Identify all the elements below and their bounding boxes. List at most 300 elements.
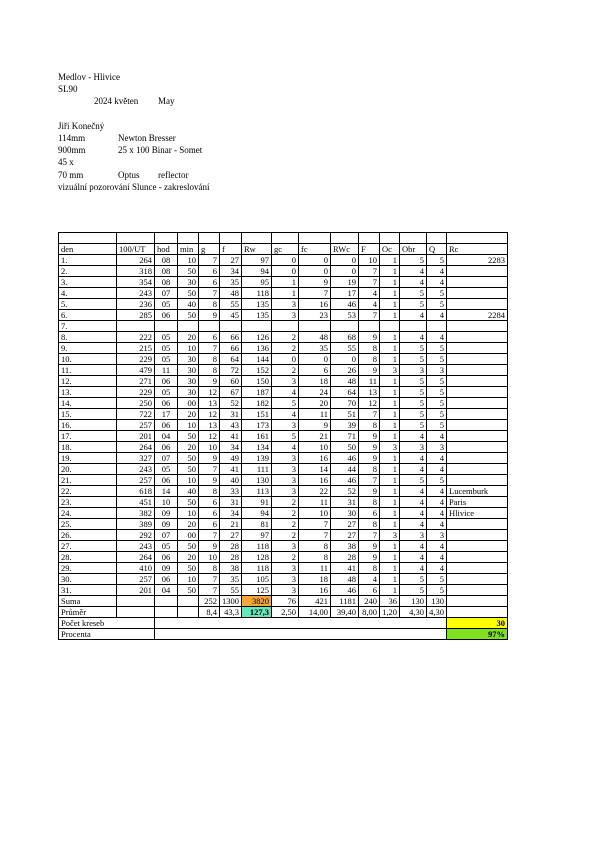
cell-rw: 161: [242, 431, 272, 442]
cell-ut: 229: [117, 354, 155, 365]
cell-g: 7: [199, 288, 220, 299]
cell-gc: 4: [272, 409, 299, 420]
cell-hod: 09: [155, 508, 178, 519]
cell-rw: 130: [242, 475, 272, 486]
procenta-value: 97%: [447, 629, 508, 640]
cell-gc: 5: [272, 398, 299, 409]
cell-ut: 451: [117, 497, 155, 508]
cell-g: 9: [199, 541, 220, 552]
cell-gc: 3: [272, 486, 299, 497]
suma-f: 1300: [220, 596, 242, 607]
cell-rw: 134: [242, 442, 272, 453]
instrument-4-aperture: 70 mm: [58, 170, 84, 180]
table-row: [59, 519, 508, 530]
cell-den: 30.: [59, 574, 117, 585]
cell-oc: [380, 321, 400, 332]
empty-cell: [117, 596, 155, 607]
cell-oc: 1: [380, 552, 400, 563]
cell-q: 4: [427, 508, 447, 519]
cell-gc: 3: [272, 585, 299, 596]
cell-rc: [447, 365, 508, 376]
cell-F: 8: [359, 464, 380, 475]
cell-ut: 410: [117, 563, 155, 574]
cell-ut: 292: [117, 530, 155, 541]
cell-oc: 1: [380, 266, 400, 277]
cell-fc: 9: [299, 420, 331, 431]
instrument-2-name: 25 x 100 Binar - Somet: [118, 145, 203, 155]
table-row: [59, 431, 508, 442]
cell-gc: 3: [272, 563, 299, 574]
instrument-2-focal: 900mm: [58, 145, 86, 155]
cell-obr: 5: [400, 475, 427, 486]
cell-q: 5: [427, 475, 447, 486]
cell-g: 8: [199, 299, 220, 310]
cell-rc: [447, 409, 508, 420]
cell-rwc: 0: [331, 255, 359, 266]
cell-den: 24.: [59, 508, 117, 519]
cell-rc: [447, 453, 508, 464]
cell-g: 6: [199, 266, 220, 277]
cell-min: 30: [178, 387, 199, 398]
table-row: [59, 354, 508, 365]
cell-rwc: 53: [331, 310, 359, 321]
cell-g: 7: [199, 255, 220, 266]
cell-rwc: 27: [331, 530, 359, 541]
cell-rc: [447, 398, 508, 409]
cell-q: 4: [427, 266, 447, 277]
cell-fc: 9: [299, 277, 331, 288]
cell-ut: 236: [117, 299, 155, 310]
cell-min: 00: [178, 398, 199, 409]
cell-oc: 1: [380, 310, 400, 321]
cell-min: 20: [178, 519, 199, 530]
cell-den: 1.: [59, 255, 117, 266]
cell-fc: 8: [299, 541, 331, 552]
cell-fc: 14: [299, 464, 331, 475]
cell-fc: 7: [299, 288, 331, 299]
cell-min: 50: [178, 464, 199, 475]
cell-rc: [447, 519, 508, 530]
cell-q: 5: [427, 387, 447, 398]
cell-rc: Paris: [447, 497, 508, 508]
cell-min: 30: [178, 354, 199, 365]
cell-oc: 1: [380, 475, 400, 486]
cell-obr: 5: [400, 585, 427, 596]
cell-rwc: 46: [331, 299, 359, 310]
pocet-label: Počet kreseb: [59, 618, 155, 629]
cell-min: 20: [178, 409, 199, 420]
cell-rwc: 41: [331, 563, 359, 574]
cell-ut: 201: [117, 585, 155, 596]
cell-oc: 1: [380, 574, 400, 585]
cell-rwc: 26: [331, 365, 359, 376]
cell-g: 13: [199, 420, 220, 431]
cell-gc: 2: [272, 552, 299, 563]
cell-rw: 151: [242, 409, 272, 420]
cell-rc: Hlivice: [447, 508, 508, 519]
cell-rw: 113: [242, 486, 272, 497]
cell-rw: 182: [242, 398, 272, 409]
cell-fc: 24: [299, 387, 331, 398]
cell-min: 50: [178, 585, 199, 596]
suma-obr: 130: [400, 596, 427, 607]
cell-hod: 06: [155, 310, 178, 321]
table-row: [59, 376, 508, 387]
cell-ut: 257: [117, 574, 155, 585]
cell-oc: 1: [380, 486, 400, 497]
cell-obr: 4: [400, 563, 427, 574]
cell-fc: 16: [299, 475, 331, 486]
cell-obr: 3: [400, 442, 427, 453]
cell-gc: 0: [272, 354, 299, 365]
suma-rw: 3820: [242, 596, 272, 607]
cell-oc: 3: [380, 442, 400, 453]
summary-row-prumer: [59, 607, 508, 618]
cell-min: 30: [178, 365, 199, 376]
cell-q: 3: [427, 365, 447, 376]
cell-oc: 1: [380, 255, 400, 266]
cell-den: 15.: [59, 409, 117, 420]
table-row: [59, 530, 508, 541]
observation-method: vizuální pozorování Slunce - zakreslování: [58, 182, 210, 192]
table-row: [59, 486, 508, 497]
cell-hod: 17: [155, 409, 178, 420]
cell-gc: 1: [272, 277, 299, 288]
cell-F: 7: [359, 310, 380, 321]
cell-gc: 3: [272, 541, 299, 552]
cell-F: 9: [359, 442, 380, 453]
cell-oc: 1: [380, 343, 400, 354]
cell-rc: [447, 387, 508, 398]
cell-ut: 243: [117, 288, 155, 299]
cell-hod: 05: [155, 299, 178, 310]
empty-cell: [178, 607, 199, 618]
cell-obr: 4: [400, 508, 427, 519]
cell-q: 5: [427, 376, 447, 387]
cell-gc: 2: [272, 530, 299, 541]
cell-rwc: 48: [331, 574, 359, 585]
cell-hod: 11: [155, 365, 178, 376]
cell-ut: 271: [117, 376, 155, 387]
cell-rc: [447, 431, 508, 442]
cell-obr: 4: [400, 519, 427, 530]
cell-obr: 4: [400, 332, 427, 343]
cell-gc: 2: [272, 519, 299, 530]
cell-gc: 3: [272, 464, 299, 475]
cell-rc: [447, 332, 508, 343]
cell-ut: 257: [117, 475, 155, 486]
cell-rw: 136: [242, 343, 272, 354]
cell-den: 25.: [59, 519, 117, 530]
cell-gc: 3: [272, 299, 299, 310]
cell-oc: 1: [380, 464, 400, 475]
cell-F: 8: [359, 563, 380, 574]
cell-rw: 118: [242, 563, 272, 574]
instrument-4-brand: Optus: [118, 170, 140, 180]
cell-hod: 04: [155, 431, 178, 442]
cell-f: 31: [220, 409, 242, 420]
cell-oc: 3: [380, 365, 400, 376]
cell-obr: 5: [400, 409, 427, 420]
cell-hod: 05: [155, 343, 178, 354]
suma-oc: 36: [380, 596, 400, 607]
cell-F: 7: [359, 409, 380, 420]
cell-rwc: 68: [331, 332, 359, 343]
cell-rwc: 55: [331, 343, 359, 354]
cell-ut: 222: [117, 332, 155, 343]
cell-rc: [447, 266, 508, 277]
prumer-obr: 4,30: [400, 607, 427, 618]
col-header-obr: Obr: [400, 244, 427, 255]
cell-g: 7: [199, 530, 220, 541]
cell-den: 8.: [59, 332, 117, 343]
prumer-f: 43,3: [220, 607, 242, 618]
cell-F: 13: [359, 387, 380, 398]
cell-g: 7: [199, 464, 220, 475]
cell-obr: 5: [400, 387, 427, 398]
cell-fc: 10: [299, 442, 331, 453]
col-header-rw: Rw: [242, 244, 272, 255]
cell-obr: 5: [400, 376, 427, 387]
cell-obr: 5: [400, 398, 427, 409]
cell-rwc: 39: [331, 420, 359, 431]
cell-ut: 264: [117, 442, 155, 453]
cell-rw: 97: [242, 255, 272, 266]
cell-rw: 135: [242, 310, 272, 321]
cell-rc: [447, 530, 508, 541]
cell-ut: 618: [117, 486, 155, 497]
cell-ut: 354: [117, 277, 155, 288]
cell-F: 9: [359, 453, 380, 464]
empty-cell: [155, 629, 447, 640]
cell-rc: [447, 442, 508, 453]
table-row: [59, 464, 508, 475]
cell-g: 10: [199, 442, 220, 453]
cell-gc: 4: [272, 387, 299, 398]
summary-row-pocet: [59, 618, 508, 629]
cell-min: 50: [178, 453, 199, 464]
table-row: [59, 541, 508, 552]
cell-ut: 318: [117, 266, 155, 277]
cell-rwc: 28: [331, 552, 359, 563]
empty-cell: [117, 607, 155, 618]
col-header-rc: Rc: [447, 244, 508, 255]
cell-g: 8: [199, 365, 220, 376]
cell-obr: 3: [400, 365, 427, 376]
cell-fc: 16: [299, 453, 331, 464]
cell-ut: 229: [117, 387, 155, 398]
cell-hod: 10: [155, 497, 178, 508]
cell-f: 52: [220, 398, 242, 409]
cell-oc: 1: [380, 299, 400, 310]
cell-gc: 3: [272, 453, 299, 464]
cell-obr: 5: [400, 299, 427, 310]
cell-rwc: 46: [331, 475, 359, 486]
instrument-1-aperture: 114mm: [58, 133, 86, 143]
cell-rw: 126: [242, 332, 272, 343]
cell-min: 20: [178, 552, 199, 563]
cell-rwc: [331, 321, 359, 332]
prumer-fc: 14,00: [299, 607, 331, 618]
table-header-row: [59, 244, 508, 255]
cell-rw: 111: [242, 464, 272, 475]
cell-min: 40: [178, 486, 199, 497]
cell-rw: 139: [242, 453, 272, 464]
cell-fc: 16: [299, 585, 331, 596]
cell-rc: [447, 563, 508, 574]
table-row: [59, 475, 508, 486]
cell-obr: 5: [400, 420, 427, 431]
cell-obr: 5: [400, 574, 427, 585]
suma-q: 130: [427, 596, 447, 607]
cell-f: 43: [220, 420, 242, 431]
cell-oc: 1: [380, 519, 400, 530]
cell-ut: 201: [117, 431, 155, 442]
cell-g: 6: [199, 497, 220, 508]
instrument-4-type: reflector: [158, 170, 189, 180]
cell-q: 5: [427, 574, 447, 585]
cell-rw: 94: [242, 266, 272, 277]
cell-q: 5: [427, 354, 447, 365]
cell-min: 10: [178, 574, 199, 585]
cell-min: 10: [178, 508, 199, 519]
cell-g: 7: [199, 585, 220, 596]
cell-g: 10: [199, 552, 220, 563]
cell-fc: 7: [299, 530, 331, 541]
cell-fc: 16: [299, 299, 331, 310]
col-header-hod: hod: [155, 244, 178, 255]
cell-F: 8: [359, 497, 380, 508]
cell-q: 5: [427, 398, 447, 409]
cell-rc: [447, 288, 508, 299]
cell-ut: 264: [117, 255, 155, 266]
table-row: [59, 288, 508, 299]
cell-q: 4: [427, 277, 447, 288]
cell-gc: 3: [272, 310, 299, 321]
cell-F: 8: [359, 354, 380, 365]
cell-rwc: 38: [331, 541, 359, 552]
empty-cell: [155, 607, 178, 618]
cell-rw: [242, 321, 272, 332]
observation-table-body: [59, 233, 508, 640]
cell-g: 12: [199, 387, 220, 398]
suma-fc: 421: [299, 596, 331, 607]
cell-rw: 187: [242, 387, 272, 398]
cell-hod: 07: [155, 530, 178, 541]
cell-obr: 5: [400, 288, 427, 299]
cell-oc: 1: [380, 541, 400, 552]
cell-ut: 243: [117, 464, 155, 475]
cell-q: 3: [427, 530, 447, 541]
cell-f: 55: [220, 585, 242, 596]
cell-gc: 5: [272, 431, 299, 442]
cell-rc: [447, 343, 508, 354]
cell-g: 6: [199, 508, 220, 519]
table-row: [59, 508, 508, 519]
cell-den: 22.: [59, 486, 117, 497]
cell-q: 5: [427, 299, 447, 310]
cell-den: 19.: [59, 453, 117, 464]
cell-den: 7.: [59, 321, 117, 332]
cell-den: 26.: [59, 530, 117, 541]
cell-obr: 4: [400, 266, 427, 277]
cell-rw: 144: [242, 354, 272, 365]
cell-rc: [447, 354, 508, 365]
header-observer: Jiří Konečný: [58, 121, 105, 131]
cell-oc: 1: [380, 585, 400, 596]
cell-rw: 91: [242, 497, 272, 508]
cell-gc: 2: [272, 332, 299, 343]
cell-gc: 4: [272, 442, 299, 453]
cell-hod: 06: [155, 376, 178, 387]
cell-ut: 215: [117, 343, 155, 354]
cell-ut: [117, 321, 155, 332]
cell-den: 5.: [59, 299, 117, 310]
cell-obr: 4: [400, 497, 427, 508]
cell-ut: 257: [117, 420, 155, 431]
col-header-min: min: [178, 244, 199, 255]
prumer-rw: 127,3: [242, 607, 272, 618]
cell-F: 8: [359, 519, 380, 530]
cell-rc: [447, 585, 508, 596]
cell-F: 9: [359, 431, 380, 442]
table-row: [59, 563, 508, 574]
cell-oc: 1: [380, 431, 400, 442]
cell-rw: 81: [242, 519, 272, 530]
cell-f: 40: [220, 475, 242, 486]
prumer-q: 4,30: [427, 607, 447, 618]
cell-hod: 06: [155, 442, 178, 453]
cell-f: 28: [220, 541, 242, 552]
cell-min: 00: [178, 530, 199, 541]
cell-den: 27.: [59, 541, 117, 552]
cell-oc: 1: [380, 563, 400, 574]
table-row: [59, 332, 508, 343]
cell-q: 4: [427, 486, 447, 497]
cell-f: 27: [220, 530, 242, 541]
cell-hod: 04: [155, 585, 178, 596]
cell-den: 13.: [59, 387, 117, 398]
cell-rc: [447, 552, 508, 563]
cell-min: 50: [178, 541, 199, 552]
cell-fc: 21: [299, 431, 331, 442]
cell-fc: 23: [299, 310, 331, 321]
cell-g: 6: [199, 519, 220, 530]
cell-rwc: 51: [331, 409, 359, 420]
cell-obr: 4: [400, 453, 427, 464]
cell-f: 27: [220, 255, 242, 266]
cell-f: 35: [220, 574, 242, 585]
cell-rwc: 70: [331, 398, 359, 409]
cell-rwc: 0: [331, 354, 359, 365]
cell-den: 14.: [59, 398, 117, 409]
cell-oc: 3: [380, 530, 400, 541]
cell-q: 5: [427, 288, 447, 299]
cell-rwc: 17: [331, 288, 359, 299]
empty-cell: [447, 607, 508, 618]
cell-g: 7: [199, 574, 220, 585]
cell-g: 8: [199, 486, 220, 497]
cell-g: 8: [199, 563, 220, 574]
procenta-label: Procenta: [59, 629, 155, 640]
cell-ut: 243: [117, 541, 155, 552]
cell-F: [359, 321, 380, 332]
col-header-f: f: [220, 244, 242, 255]
col-header-ut: 100/UT: [117, 244, 155, 255]
cell-f: 72: [220, 365, 242, 376]
cell-oc: 1: [380, 497, 400, 508]
cell-rw: 125: [242, 585, 272, 596]
